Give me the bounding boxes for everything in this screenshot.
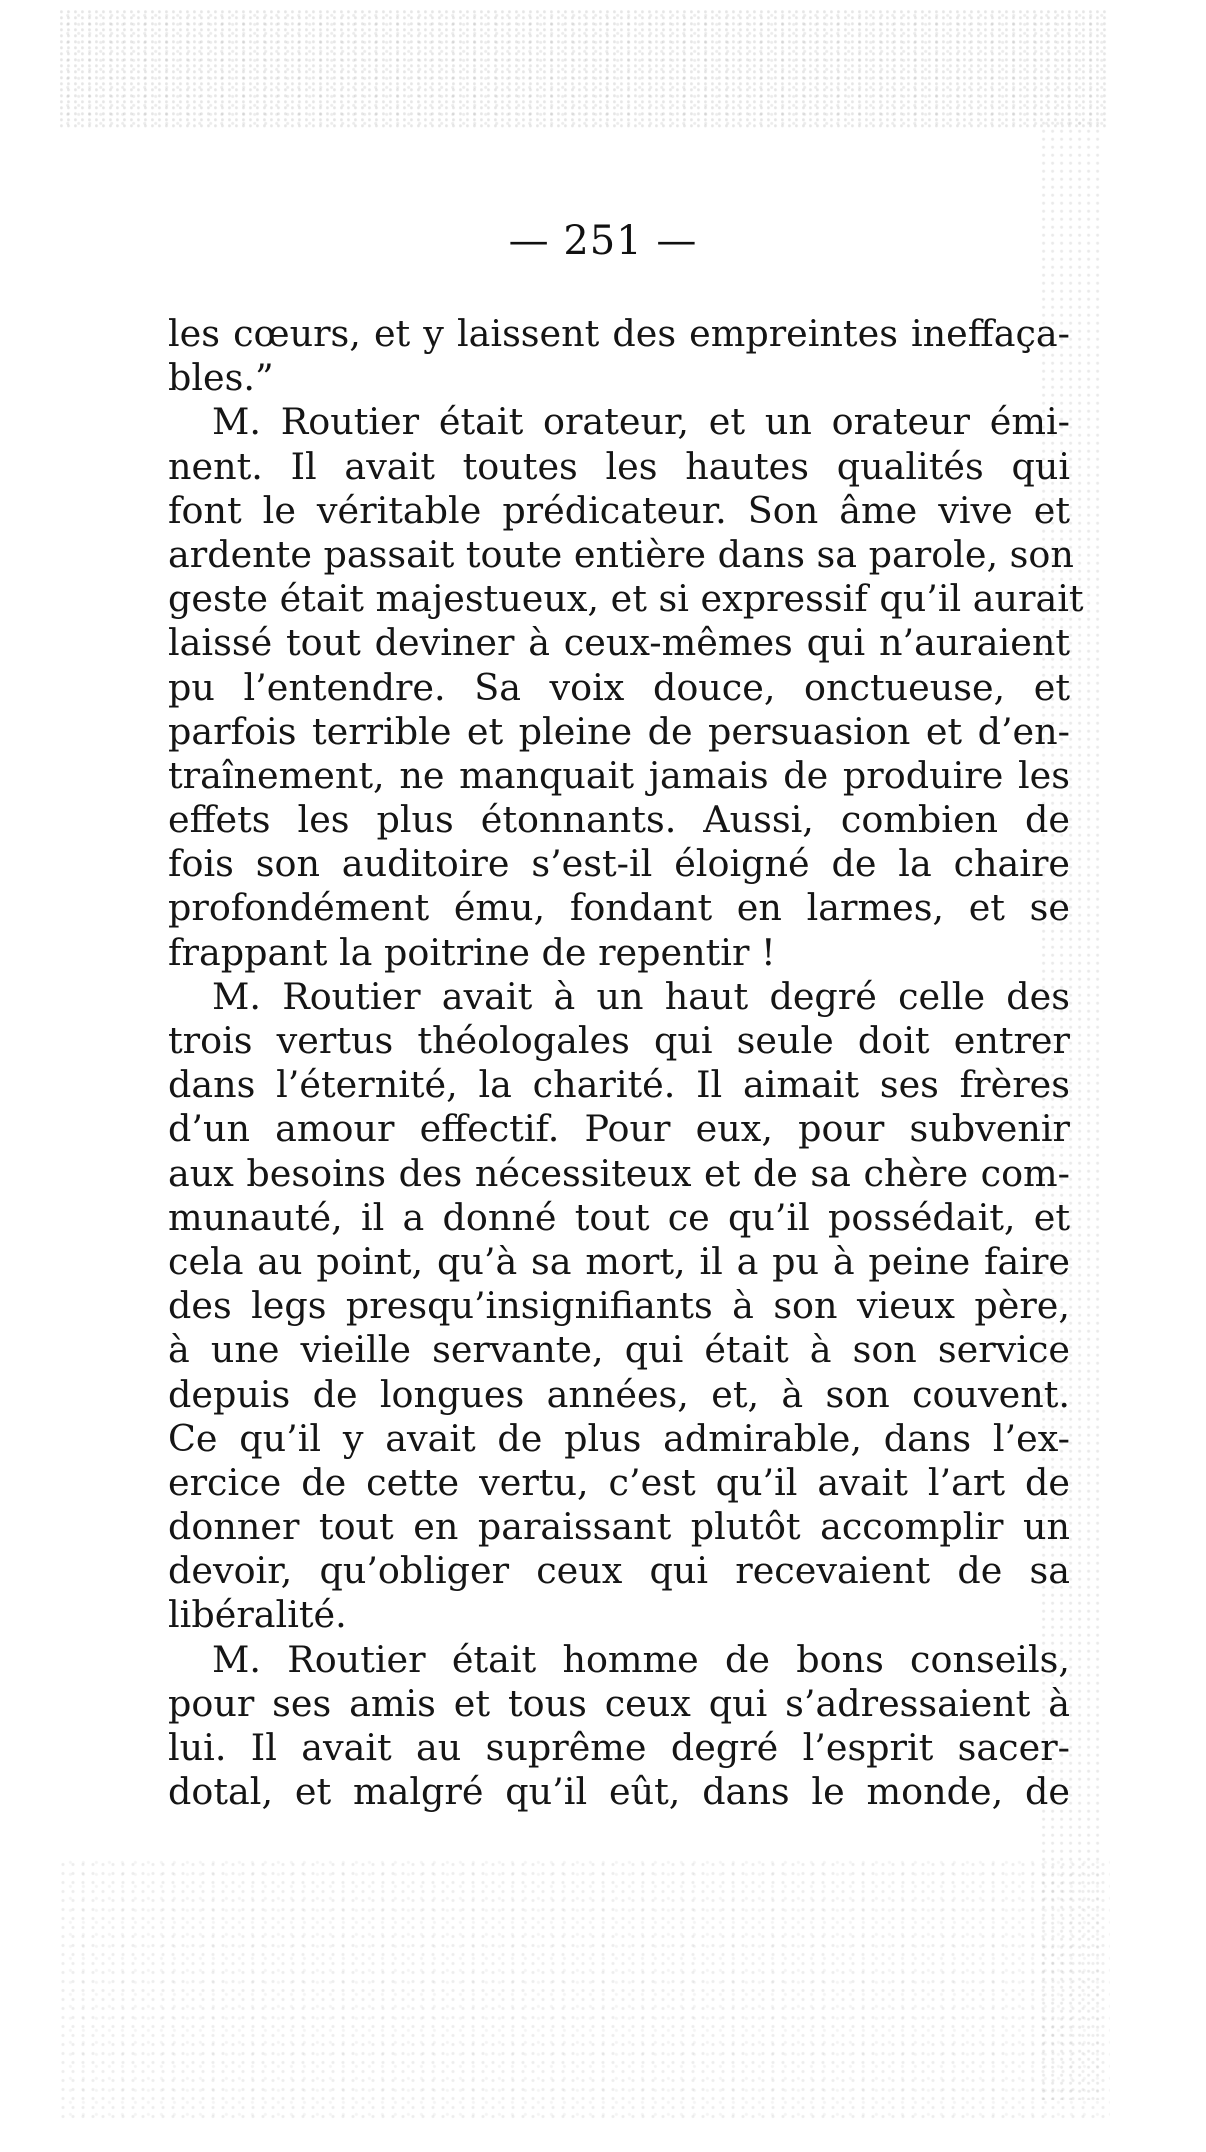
text-line: font le véritable prédicateur. Son âme vive et xyxy=(168,488,1070,532)
text-line: M. Routier était orateur, et un orateur émi- xyxy=(212,400,1070,444)
body-text xyxy=(168,312,1084,1814)
text-line: parfois terrible et pleine de persuasion et d’en- xyxy=(168,709,1070,753)
text-line: libéralité. xyxy=(168,1593,347,1637)
text-line: fois son auditoire s’est-il éloigné de la chaire xyxy=(168,842,1070,886)
text-line: devoir, qu’obliger ceux qui recevaient de sa xyxy=(168,1549,1070,1593)
text-line: M. Routier avait à un haut degré celle des xyxy=(212,974,1070,1018)
text-line: ercice de cette vertu, c’est qu’il avait l’art de xyxy=(168,1460,1070,1504)
text-line: munauté, il a donné tout ce qu’il possédait, et xyxy=(168,1195,1070,1239)
text-line: trois vertus théologales qui seule doit entrer xyxy=(168,1019,1070,1062)
page-number: — 251 — xyxy=(508,218,698,264)
text-line: les cœurs, et y laissent des empreintes ineffaça- xyxy=(168,312,1070,355)
text-line: aux besoins des nécessiteux et de sa chère com- xyxy=(168,1151,1070,1195)
text-line: depuis de longues années, et, à son couvent. xyxy=(168,1372,1070,1416)
text-line: des legs presqu’insignifiants à son vieux père, xyxy=(168,1284,1070,1328)
text-line: dotal, et malgré qu’il eût, dans le monde, de xyxy=(168,1770,1070,1814)
text-line: geste était majestueux, et si expressif qu’il aurait xyxy=(168,577,1084,621)
text-line: bles.” xyxy=(168,356,274,400)
text-line: pour ses amis et tous ceux qui s’adressaient à xyxy=(168,1681,1070,1725)
text-line: dans l’éternité, la charité. Il aimait ses frères xyxy=(168,1063,1070,1107)
text-line: traînement, ne manquait jamais de produire les xyxy=(168,753,1070,797)
scan-noise-bottom xyxy=(60,1860,1110,2120)
text-line: ardente passait toute entière dans sa parole, son xyxy=(168,532,1074,576)
text-line: d’un amour effectif. Pour eux, pour subvenir xyxy=(168,1107,1070,1151)
text-line: profondément ému, fondant en larmes, et se xyxy=(168,886,1070,930)
text-line: M. Routier était homme de bons conseils, xyxy=(212,1637,1070,1681)
scan-noise-top xyxy=(60,10,1110,130)
text-line: cela au point, qu’à sa mort, il a pu à peine faire xyxy=(168,1239,1070,1283)
text-line: frappant la poitrine de repentir ! xyxy=(168,930,776,974)
text-line: lui. Il avait au suprême degré l’esprit sacer- xyxy=(168,1726,1070,1769)
text-line: laissé tout deviner à ceux-mêmes qui n’auraient xyxy=(168,621,1070,665)
text-line: effets les plus étonnants. Aussi, combien de xyxy=(168,798,1070,842)
text-line: pu l’entendre. Sa voix douce, onctueuse, et xyxy=(168,665,1070,709)
text-line: donner tout en paraissant plutôt accomplir un xyxy=(168,1505,1070,1549)
text-line: à une vieille servante, qui était à son service xyxy=(168,1328,1070,1372)
text-line: nent. Il avait toutes les hautes qualités qui xyxy=(168,444,1070,488)
text-line: Ce qu’il y avait de plus admirable, dans l’ex- xyxy=(168,1416,1070,1460)
